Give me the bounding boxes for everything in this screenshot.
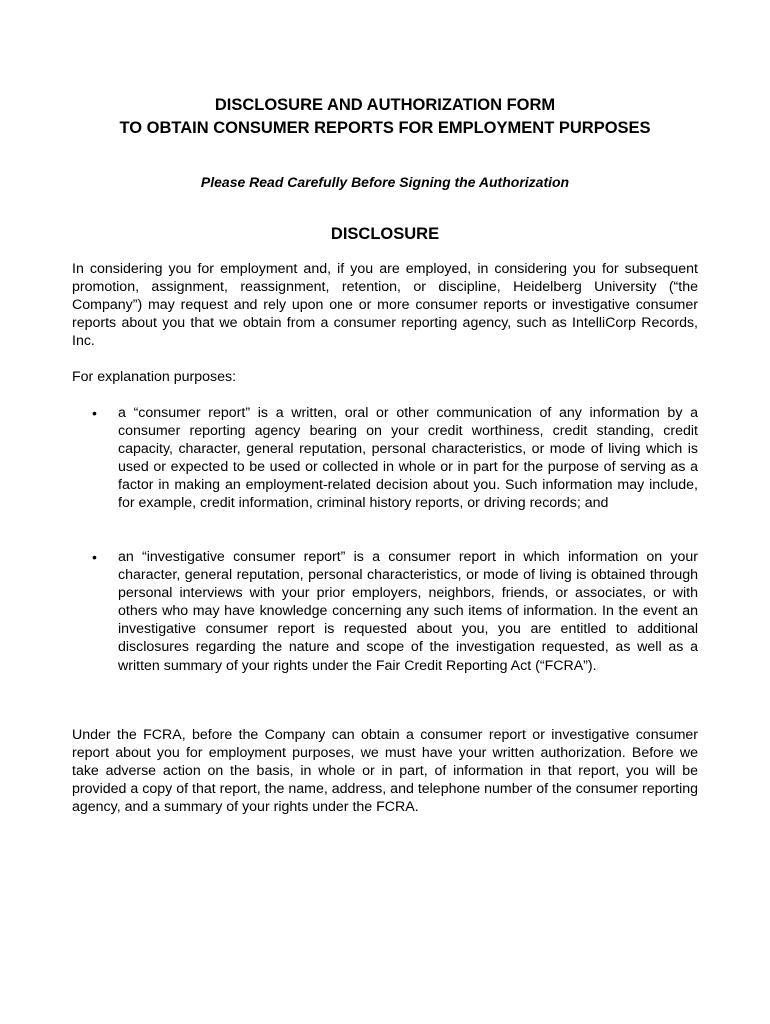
fcra-paragraph: Under the FCRA, before the Company can obtain a consumer report or investigative consumer report about you for employment purposes, we must have your written authorization. Before we take adverse action on the basis, in whole or in part, of information in that report, you will be provided a copy of that report, the name, address, and telephone number of the consumer reporting agency, and a summary of your rights under the FCRA. — [72, 727, 698, 816]
consumer-report-definition: a “consumer report” is a written, oral or other communication of any information by a consumer reporting agency bearing on your credit worthiness, credit standing, credit capacity, character, general reputation, personal characteristics, or mode of living which is used or expected to be used or collected in whole or in part for the purpose of serving as a factor in making an employment-related decision about you. Such information may include, for example, credit information, criminal history reports, or driving records; and — [118, 405, 698, 512]
document-title-line-2: TO OBTAIN CONSUMER REPORTS FOR EMPLOYMENT PURPOSES — [119, 119, 651, 137]
bullet-icon: • — [92, 405, 97, 421]
explanation-label: For explanation purposes: — [72, 369, 237, 385]
intro-paragraph: In considering you for employment and, if you are employed, in considering you for subsequent promotion, assignment, reassignment, retention, or discipline, Heidelberg University (“the Company”) may request and rely upon one or more consumer reports or investigative consumer reports about you that we obtain from a consumer reporting agency, such as IntelliCorp Records, Inc. — [72, 261, 698, 350]
section-heading-disclosure: DISCLOSURE — [330, 225, 440, 243]
bullet-icon: • — [92, 549, 97, 565]
document-title-line-1: DISCLOSURE AND AUTHORIZATION FORM — [214, 96, 556, 114]
investigative-report-definition: an “investigative consumer report” is a consumer report in which information on your character, general reputation, personal characteristics, or mode of living is obtained through personal interviews with your prior employers, neighbors, friends, or associates, or with others who may have knowledge concerning any such items of information. In the event an investigative consumer report is requested about you, you are entitled to additional disclosures regarding the nature and scope of the investigation requested, as well as a written summary of your rights under the Fair Credit Reporting Act (“FCRA”). — [118, 549, 698, 674]
document-subtitle: Please Read Carefully Before Signing the Authorization — [200, 174, 570, 190]
